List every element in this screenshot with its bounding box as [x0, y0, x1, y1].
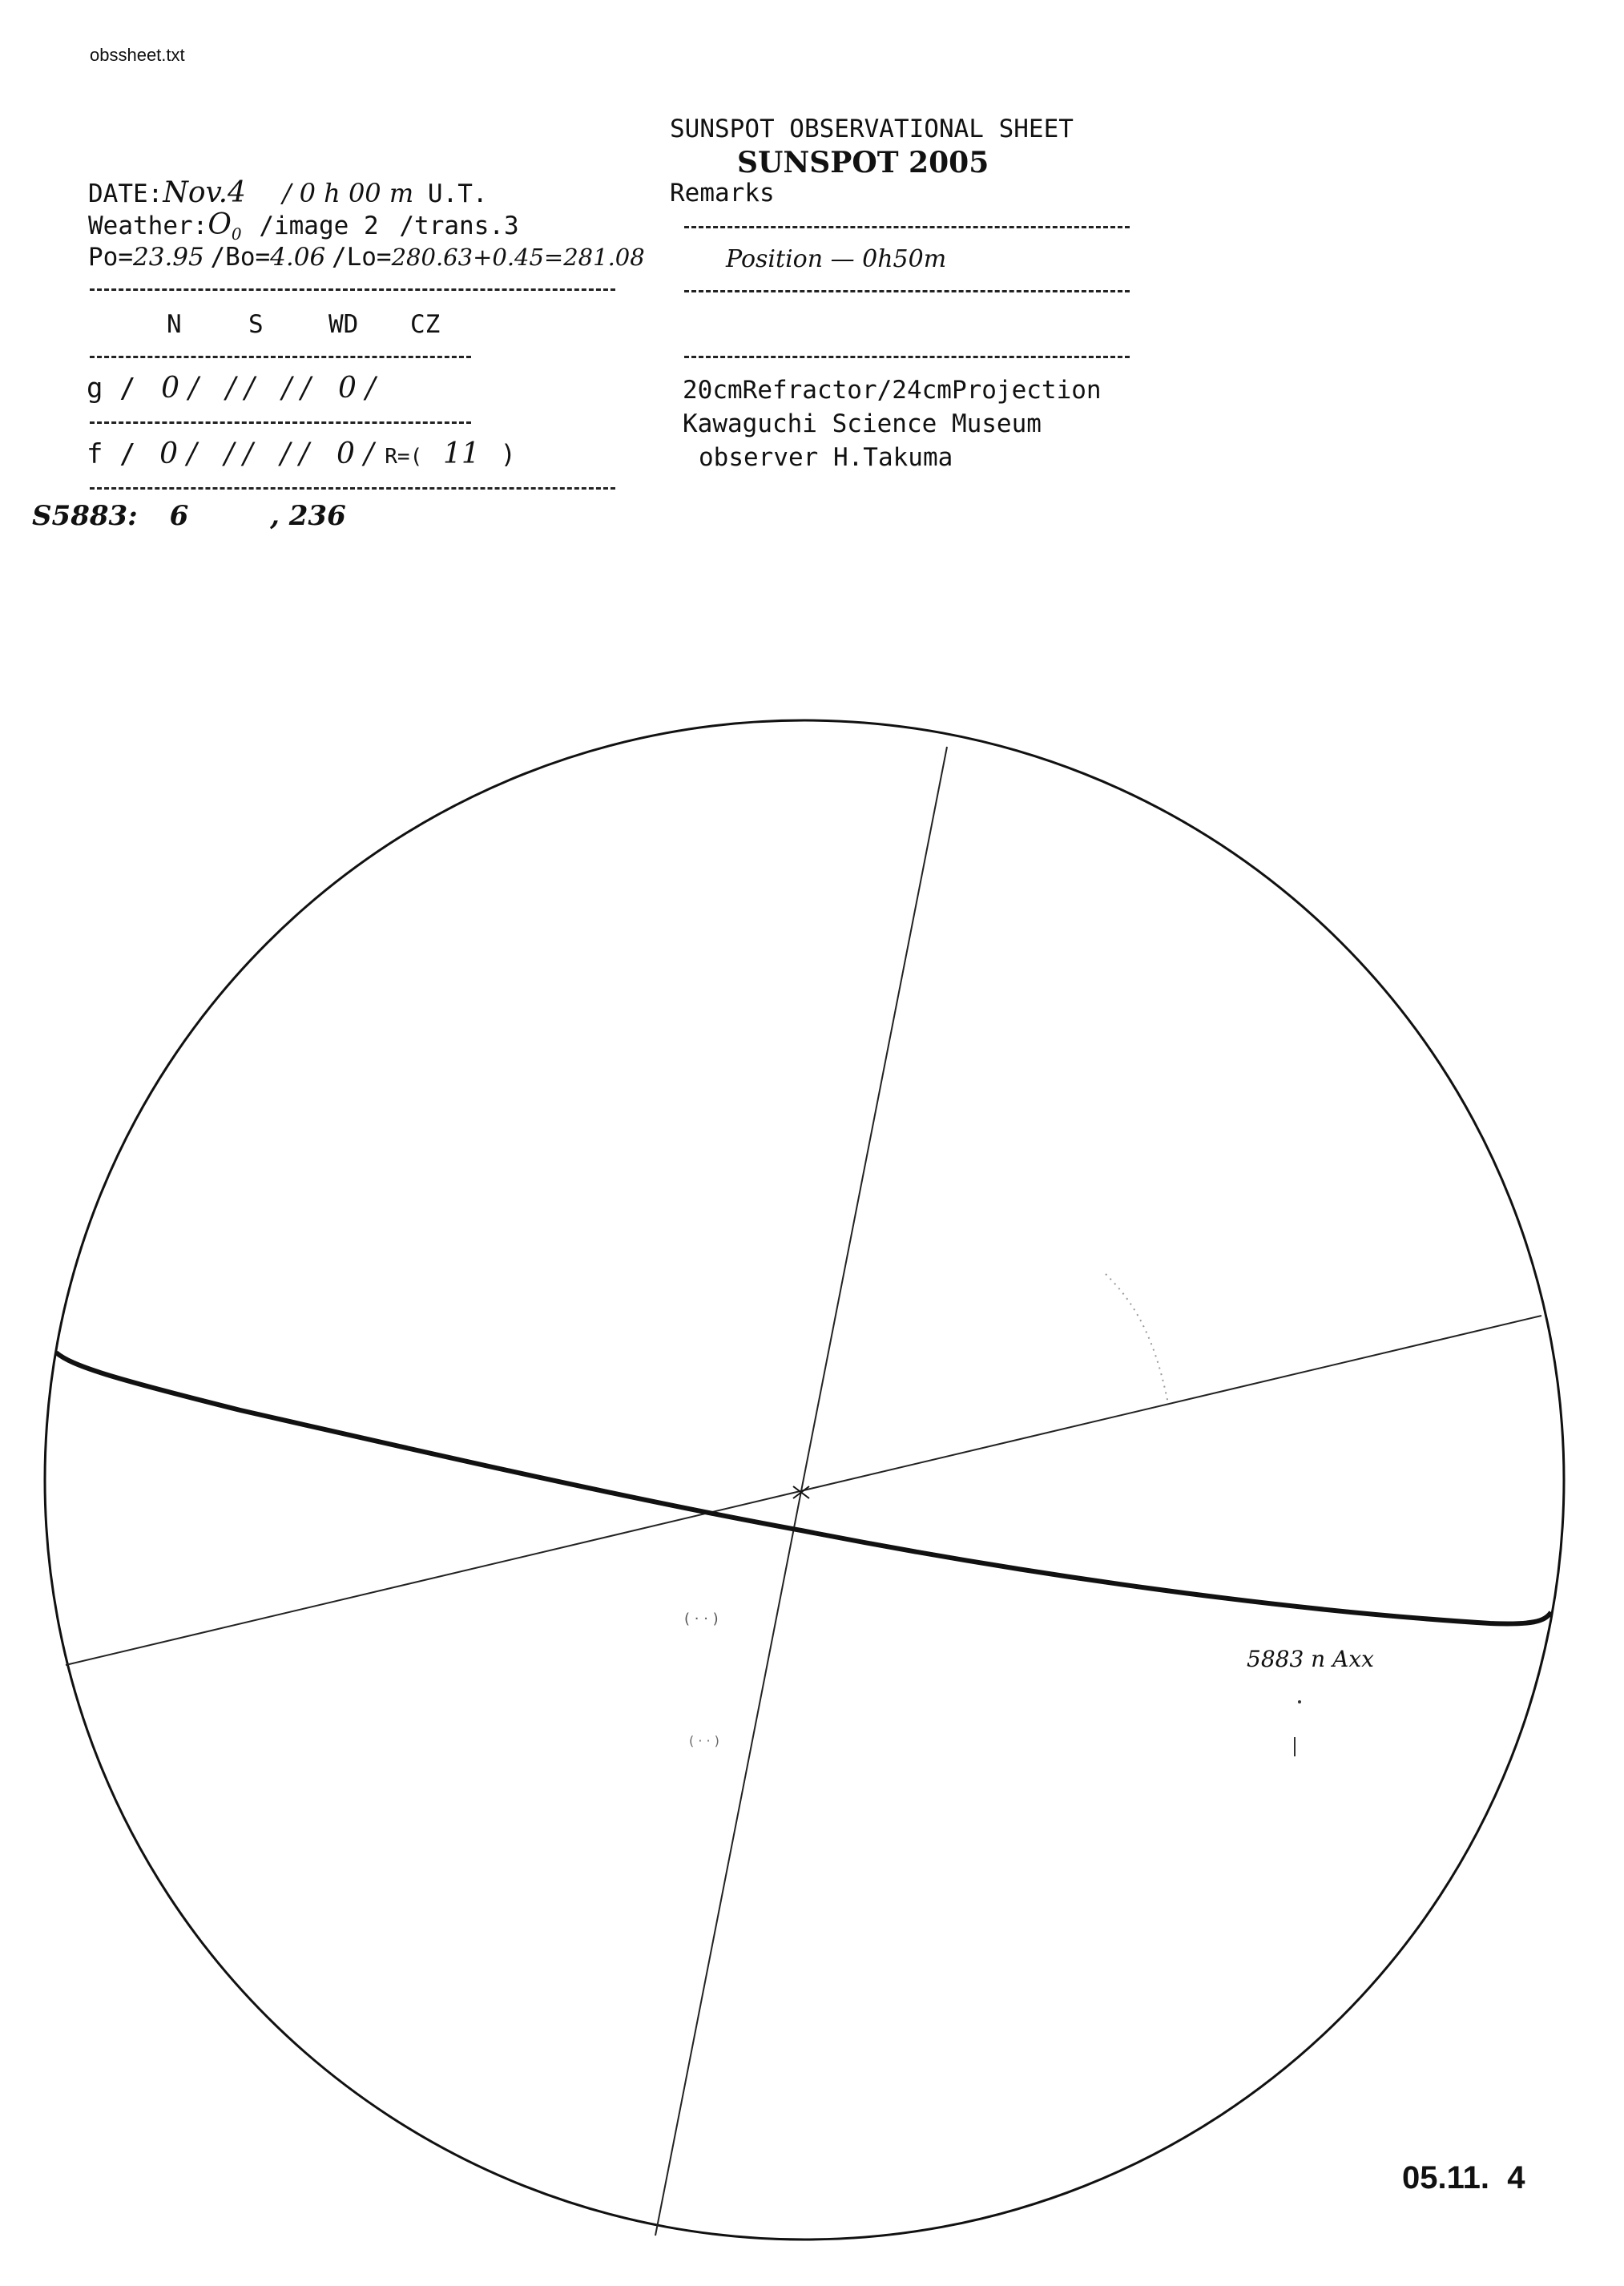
- group-value-1: 6: [169, 500, 189, 532]
- time-value: / 0 h 00 m: [282, 178, 414, 208]
- col-cz: CZ: [410, 310, 441, 339]
- f-values: 0 / / / / / 0 /: [159, 437, 374, 470]
- r-label: R=(: [385, 445, 423, 469]
- spot-dot: [1298, 1700, 1301, 1703]
- lo-label: /Lo=: [331, 243, 392, 272]
- instrument-line-2: Kawaguchi Science Museum: [683, 409, 1042, 438]
- bo-label: /Bo=: [210, 243, 271, 272]
- g-label: g /: [87, 373, 136, 405]
- po-label: Po=: [88, 243, 133, 272]
- remarks-label: Remarks: [670, 179, 775, 208]
- disk-annotation: 5883 n Axx: [1247, 1646, 1374, 1672]
- r-close: ): [500, 439, 516, 470]
- col-n: N: [167, 310, 182, 339]
- weather-label: Weather:: [88, 212, 208, 240]
- remarks-note: Position — 0h50m: [726, 245, 947, 273]
- image-value: /image 2: [259, 212, 379, 240]
- weather-value: O: [208, 208, 232, 241]
- sheet-title: SUNSPOT OBSERVATIONAL SHEET: [670, 115, 1074, 143]
- bo-value: 4.06: [270, 243, 326, 272]
- g-values: 0 / / / / / 0 /: [161, 372, 376, 405]
- solar-disk-outline: [45, 720, 1564, 2240]
- weather-subscript: 0: [231, 224, 242, 244]
- date-label: DATE:: [88, 179, 163, 208]
- col-s: S: [248, 310, 264, 339]
- spot-marker-2: ( · · ): [689, 1733, 719, 1748]
- time-unit: U.T.: [427, 179, 488, 208]
- r-value: 11: [443, 437, 480, 470]
- sheet-subtitle: SUNSPOT 2005: [737, 146, 989, 179]
- lo-value: 280.63+0.45=281.08: [391, 244, 645, 271]
- po-value: 23.95: [133, 243, 204, 272]
- arc-trace: [1106, 1274, 1168, 1404]
- group-value-2: , 236: [270, 500, 346, 532]
- stamp-date: 05.11. 4: [1402, 2160, 1525, 2195]
- trans-value: /trans.3: [399, 212, 519, 240]
- instrument-line-1: 20cmRefractor/24cmProjection: [683, 376, 1102, 405]
- group-number: S5883:: [32, 500, 138, 532]
- date-value: Nov.4: [163, 176, 246, 209]
- ecliptic-curve: [56, 1353, 1551, 1623]
- spot-marker-1: ( · · ): [684, 1611, 719, 1627]
- file-name: obssheet.txt: [90, 45, 185, 65]
- instrument-line-3: observer H.Takuma: [699, 443, 953, 472]
- f-label: f /: [87, 438, 136, 470]
- col-wd: WD: [328, 310, 359, 339]
